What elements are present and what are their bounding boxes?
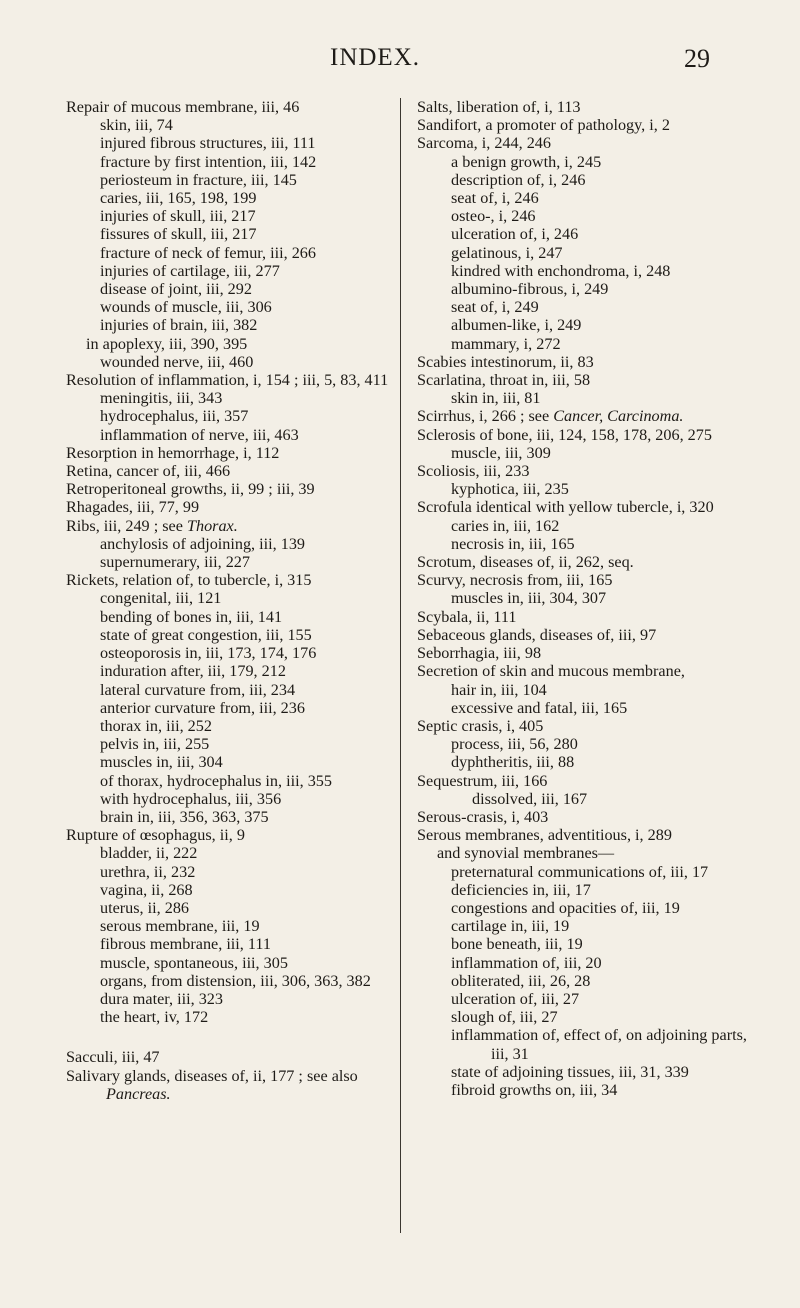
- entry-text: hydrocephalus, iii, 357: [100, 407, 249, 426]
- index-subentry: [417, 1063, 753, 1081]
- index-subentry: [66, 389, 392, 407]
- index-entry: [417, 498, 753, 516]
- index-entry: [417, 826, 753, 844]
- entry-text: injuries of brain, iii, 382: [100, 316, 258, 335]
- entry-text: ulceration of, i, 246: [451, 225, 579, 244]
- entry-text: Secretion of skin and mucous membrane,: [417, 662, 685, 681]
- index-subentry: [417, 954, 753, 972]
- index-subentry: [66, 644, 392, 662]
- index-entry: [66, 571, 392, 589]
- entry-text: injuries of cartilage, iii, 277: [100, 261, 280, 280]
- index-subentry: [66, 298, 392, 316]
- index-subentry: [66, 426, 392, 444]
- entry-text: Scabies intestinorum, ii, 83: [417, 352, 594, 371]
- see-reference: Pancreas.: [106, 1084, 171, 1103]
- index-subentry: [417, 753, 753, 771]
- entry-text: gelatinous, i, 247: [451, 243, 563, 262]
- index-subentry: [66, 972, 392, 990]
- entry-text: necrosis in, iii, 165: [451, 534, 575, 553]
- index-subentry: [66, 662, 392, 680]
- index-subentry: [417, 735, 753, 753]
- entry-text: and synovial membranes—: [437, 844, 615, 863]
- index-subentry: [417, 153, 753, 171]
- index-entry: [66, 826, 392, 844]
- entry-text: periosteum in fracture, iii, 145: [100, 170, 297, 189]
- entry-text: Scurvy, necrosis from, iii, 165: [417, 571, 613, 590]
- index-entry: [66, 517, 392, 535]
- index-entry: [417, 98, 753, 116]
- entry-text: muscles in, iii, 304: [100, 753, 223, 772]
- entry-text: disease of joint, iii, 292: [100, 280, 252, 299]
- index-subentry: [66, 153, 392, 171]
- index-entry: [417, 644, 753, 662]
- entry-text: Rickets, relation of, to tubercle, i, 315: [66, 571, 312, 590]
- entry-text: Repair of mucous membrane, iii, 46: [66, 98, 300, 116]
- entry-text: injured fibrous structures, iii, 111: [100, 134, 316, 153]
- entry-text: fissures of skull, iii, 217: [100, 225, 257, 244]
- index-subentry: [66, 134, 392, 152]
- entry-text: supernumerary, iii, 227: [100, 553, 250, 572]
- index-subentry: [417, 207, 753, 225]
- see-reference: Cancer, Carcinoma.: [553, 407, 684, 426]
- index-entry: [417, 353, 753, 371]
- entry-text: slough of, iii, 27: [451, 1008, 558, 1027]
- entry-text: state of adjoining tissues, iii, 31, 339: [451, 1062, 689, 1081]
- entry-text: muscle, iii, 309: [451, 443, 551, 462]
- entry-text: congestions and opacities of, iii, 19: [451, 898, 680, 917]
- entry-text: albumen-like, i, 249: [451, 316, 582, 335]
- entry-text: lateral curvature from, iii, 234: [100, 680, 296, 699]
- index-subentry: [417, 863, 753, 881]
- index-entry: [417, 462, 753, 480]
- entry-text: cartilage in, iii, 19: [451, 917, 570, 936]
- entry-text: albumino-fibrous, i, 249: [451, 280, 609, 299]
- index-entry: [417, 808, 753, 826]
- entry-text: urethra, ii, 232: [100, 862, 196, 881]
- index-subentry: [417, 990, 753, 1008]
- entry-text: serous membrane, iii, 19: [100, 917, 260, 936]
- entry-text: skin in, iii, 81: [451, 389, 541, 408]
- index-entry: [417, 116, 753, 134]
- entry-text: skin, iii, 74: [100, 116, 173, 135]
- index-subentry: [417, 225, 753, 243]
- index-subentry: [66, 244, 392, 262]
- entry-text: ulceration of, iii, 27: [451, 989, 580, 1008]
- entry-text: anterior curvature from, iii, 236: [100, 698, 305, 717]
- index-subentry: [66, 717, 392, 735]
- entry-text: muscles in, iii, 304, 307: [451, 589, 607, 608]
- entry-text: a benign growth, i, 245: [451, 152, 602, 171]
- index-entry: [417, 571, 753, 589]
- entry-text: uterus, ii, 286: [100, 898, 190, 917]
- index-subentry: [66, 535, 392, 553]
- index-subentry: [417, 881, 753, 899]
- index-subentry: [417, 790, 753, 808]
- index-column-left: [66, 98, 392, 1103]
- index-entry: [417, 717, 753, 735]
- entry-text: fracture by first intention, iii, 142: [100, 152, 317, 171]
- index-subentry: [66, 207, 392, 225]
- entry-text: dissolved, iii, 167: [472, 789, 588, 808]
- index-subentry: [66, 735, 392, 753]
- index-subentry: [66, 626, 392, 644]
- entry-text: thorax in, iii, 252: [100, 716, 212, 735]
- entry-text: Sarcoma, i, 244, 246: [417, 134, 551, 153]
- index-subentry: [66, 753, 392, 771]
- entry-text: Sequestrum, iii, 166: [417, 771, 548, 790]
- index-subentry: [417, 262, 753, 280]
- index-entry: [66, 444, 392, 462]
- entry-text: Rupture of œsophagus, ii, 9: [66, 826, 245, 845]
- entry-text: Sacculi, iii, 47: [66, 1048, 160, 1067]
- index-subentry: [66, 772, 392, 790]
- entry-text: excessive and fatal, iii, 165: [451, 698, 628, 717]
- index-entry: [66, 498, 392, 516]
- index-entry: [417, 553, 753, 571]
- entry-text: Scoliosis, iii, 233: [417, 462, 530, 481]
- index-entry: [417, 626, 753, 644]
- index-subentry: [66, 280, 392, 298]
- entry-text: process, iii, 56, 280: [451, 735, 578, 754]
- index-subentry: [417, 972, 753, 990]
- entry-text: kindred with enchondroma, i, 248: [451, 261, 671, 280]
- entry-text: kyphotica, iii, 235: [451, 480, 569, 499]
- index-entry: [66, 480, 392, 498]
- index-entry: [417, 134, 753, 152]
- entry-text: bone beneath, iii, 19: [451, 935, 583, 954]
- entry-text: wounds of muscle, iii, 306: [100, 298, 272, 317]
- entry-text: seat of, i, 246: [451, 189, 539, 208]
- entry-text: Scirrhus, i, 266 ; see: [417, 407, 554, 426]
- index-subentry: [417, 1026, 753, 1062]
- index-subentry: [66, 262, 392, 280]
- entry-text: state of great congestion, iii, 155: [100, 625, 312, 644]
- entry-text: Salts, liberation of, i, 113: [417, 98, 581, 116]
- entry-text: obliterated, iii, 26, 28: [451, 971, 591, 990]
- entry-text: Scrofula identical with yellow tubercle, i, 320: [417, 498, 714, 517]
- index-subentry: [417, 1081, 753, 1099]
- entry-text: inflammation of, effect of, on adjoining parts, iii, 31: [451, 1026, 747, 1063]
- entry-text: bladder, ii, 222: [100, 844, 198, 863]
- entry-text: Scarlatina, throat in, iii, 58: [417, 371, 591, 390]
- index-subentry: [66, 699, 392, 717]
- entry-text: of thorax, hydrocephalus in, iii, 355: [100, 771, 332, 790]
- index-entry: [417, 662, 753, 680]
- entry-text: Scybala, ii, 111: [417, 607, 517, 626]
- entry-text: fibrous membrane, iii, 111: [100, 935, 271, 954]
- entry-text: bending of bones in, iii, 141: [100, 607, 283, 626]
- entry-text: hair in, iii, 104: [451, 680, 547, 699]
- entry-text: in apoplexy, iii, 390, 395: [86, 334, 248, 353]
- entry-text: Seborrhagia, iii, 98: [417, 644, 542, 663]
- see-reference: Thorax.: [186, 516, 238, 535]
- index-entry: [66, 98, 392, 116]
- index-subentry: [66, 353, 392, 371]
- index-subentry: [66, 116, 392, 134]
- index-subentry: [66, 917, 392, 935]
- entry-text: dura mater, iii, 323: [100, 989, 223, 1008]
- entry-text: Serous-crasis, i, 403: [417, 807, 549, 826]
- index-entry: [417, 371, 753, 389]
- index-subentry: [66, 553, 392, 571]
- index-subentry: [417, 444, 753, 462]
- index-entry: [417, 426, 753, 444]
- index-subentry: [417, 1008, 753, 1026]
- index-subentry: [66, 407, 392, 425]
- entry-spacer: [66, 1026, 392, 1048]
- index-subentry: [417, 280, 753, 298]
- index-subentry: [417, 171, 753, 189]
- index-entry: [66, 462, 392, 480]
- entry-text: Retroperitoneal growths, ii, 99 ; iii, 39: [66, 480, 315, 499]
- entry-text: inflammation of, iii, 20: [451, 953, 602, 972]
- entry-text: Scrotum, diseases of, ii, 262, seq.: [417, 553, 634, 572]
- index-subentry: [417, 844, 753, 862]
- entry-text: preternatural communications of, iii, 17: [451, 862, 709, 881]
- index-subentry: [66, 844, 392, 862]
- index-subentry: [66, 935, 392, 953]
- entry-text: Sclerosis of bone, iii, 124, 158, 178, 206, 275: [417, 425, 712, 444]
- entry-text: Retina, cancer of, iii, 466: [66, 462, 231, 481]
- entry-text: congenital, iii, 121: [100, 589, 222, 608]
- index-subentry: [417, 517, 753, 535]
- index-subentry: [66, 899, 392, 917]
- index-subentry: [417, 699, 753, 717]
- index-subentry: [66, 608, 392, 626]
- entry-text: fibroid growths on, iii, 34: [451, 1080, 618, 1099]
- index-subentry: [417, 899, 753, 917]
- index-column-right: [400, 98, 753, 1233]
- entry-text: Serous membranes, adventitious, i, 289: [417, 826, 672, 845]
- index-subentry: [66, 335, 392, 353]
- index-subentry: [66, 316, 392, 334]
- index-subentry: [66, 954, 392, 972]
- page-title: INDEX.: [330, 44, 421, 71]
- index-subentry: [66, 589, 392, 607]
- index-subentry: [417, 589, 753, 607]
- index-entry: [66, 1048, 392, 1066]
- entry-text: fracture of neck of femur, iii, 266: [100, 243, 316, 262]
- index-entry: [417, 772, 753, 790]
- index-subentry: [66, 808, 392, 826]
- index-subentry: [417, 389, 753, 407]
- entry-text: seat of, i, 249: [451, 298, 539, 317]
- index-entry: [66, 1067, 392, 1103]
- index-subentry: [66, 881, 392, 899]
- page-number: 29: [684, 44, 710, 73]
- page-header: [0, 40, 800, 80]
- entry-text: inflammation of nerve, iii, 463: [100, 425, 299, 444]
- entry-text: deficiencies in, iii, 17: [451, 880, 591, 899]
- index-subentry: [66, 990, 392, 1008]
- entry-text: caries, iii, 165, 198, 199: [100, 189, 257, 208]
- entry-text: Sandifort, a promoter of pathology, i, 2: [417, 116, 670, 135]
- entry-text: Salivary glands, diseases of, ii, 177 ; see also: [66, 1066, 358, 1085]
- entry-text: osteoporosis in, iii, 173, 174, 176: [100, 644, 317, 663]
- index-subentry: [417, 681, 753, 699]
- entry-text: caries in, iii, 162: [451, 516, 560, 535]
- entry-text: dyphtheritis, iii, 88: [451, 753, 575, 772]
- index-entry: [417, 608, 753, 626]
- entry-text: with hydrocephalus, iii, 356: [100, 789, 282, 808]
- entry-text: induration after, iii, 179, 212: [100, 662, 286, 681]
- index-subentry: [417, 935, 753, 953]
- entry-text: Resorption in hemorrhage, i, 112: [66, 443, 280, 462]
- entry-text: description of, i, 246: [451, 170, 586, 189]
- index-subentry: [66, 171, 392, 189]
- index-subentry: [417, 335, 753, 353]
- index-entry: [66, 371, 392, 389]
- index-subentry: [66, 863, 392, 881]
- entry-text: osteo-, i, 246: [451, 207, 536, 226]
- index-subentry: [417, 480, 753, 498]
- entry-text: Resolution of inflammation, i, 154 ; iii, 5, 83, 411: [66, 371, 389, 390]
- entry-text: Sebaceous glands, diseases of, iii, 97: [417, 625, 657, 644]
- index-subentry: [417, 189, 753, 207]
- entry-text: anchylosis of adjoining, iii, 139: [100, 534, 306, 553]
- entry-text: organs, from distension, iii, 306, 363, 382: [100, 971, 371, 990]
- entry-text: pelvis in, iii, 255: [100, 735, 210, 754]
- index-subentry: [417, 244, 753, 262]
- entry-text: meningitis, iii, 343: [100, 389, 223, 408]
- index-subentry: [66, 790, 392, 808]
- index-subentry: [417, 535, 753, 553]
- index-subentry: [66, 225, 392, 243]
- index-subentry: [66, 189, 392, 207]
- entry-text: injuries of skull, iii, 217: [100, 207, 256, 226]
- entry-text: mammary, i, 272: [451, 334, 561, 353]
- entry-text: vagina, ii, 268: [100, 880, 193, 899]
- entry-text: brain in, iii, 356, 363, 375: [100, 807, 269, 826]
- index-subentry: [66, 1008, 392, 1026]
- index-subentry: [417, 316, 753, 334]
- entry-text: Rhagades, iii, 77, 99: [66, 498, 200, 517]
- entry-text: the heart, iv, 172: [100, 1008, 209, 1027]
- index-subentry: [417, 298, 753, 316]
- entry-text: Septic crasis, i, 405: [417, 716, 544, 735]
- index-subentry: [66, 681, 392, 699]
- entry-text: muscle, spontaneous, iii, 305: [100, 953, 288, 972]
- entry-text: wounded nerve, iii, 460: [100, 352, 254, 371]
- index-entry: [417, 407, 753, 425]
- index-subentry: [417, 917, 753, 935]
- entry-text: Ribs, iii, 249 ; see: [66, 516, 187, 535]
